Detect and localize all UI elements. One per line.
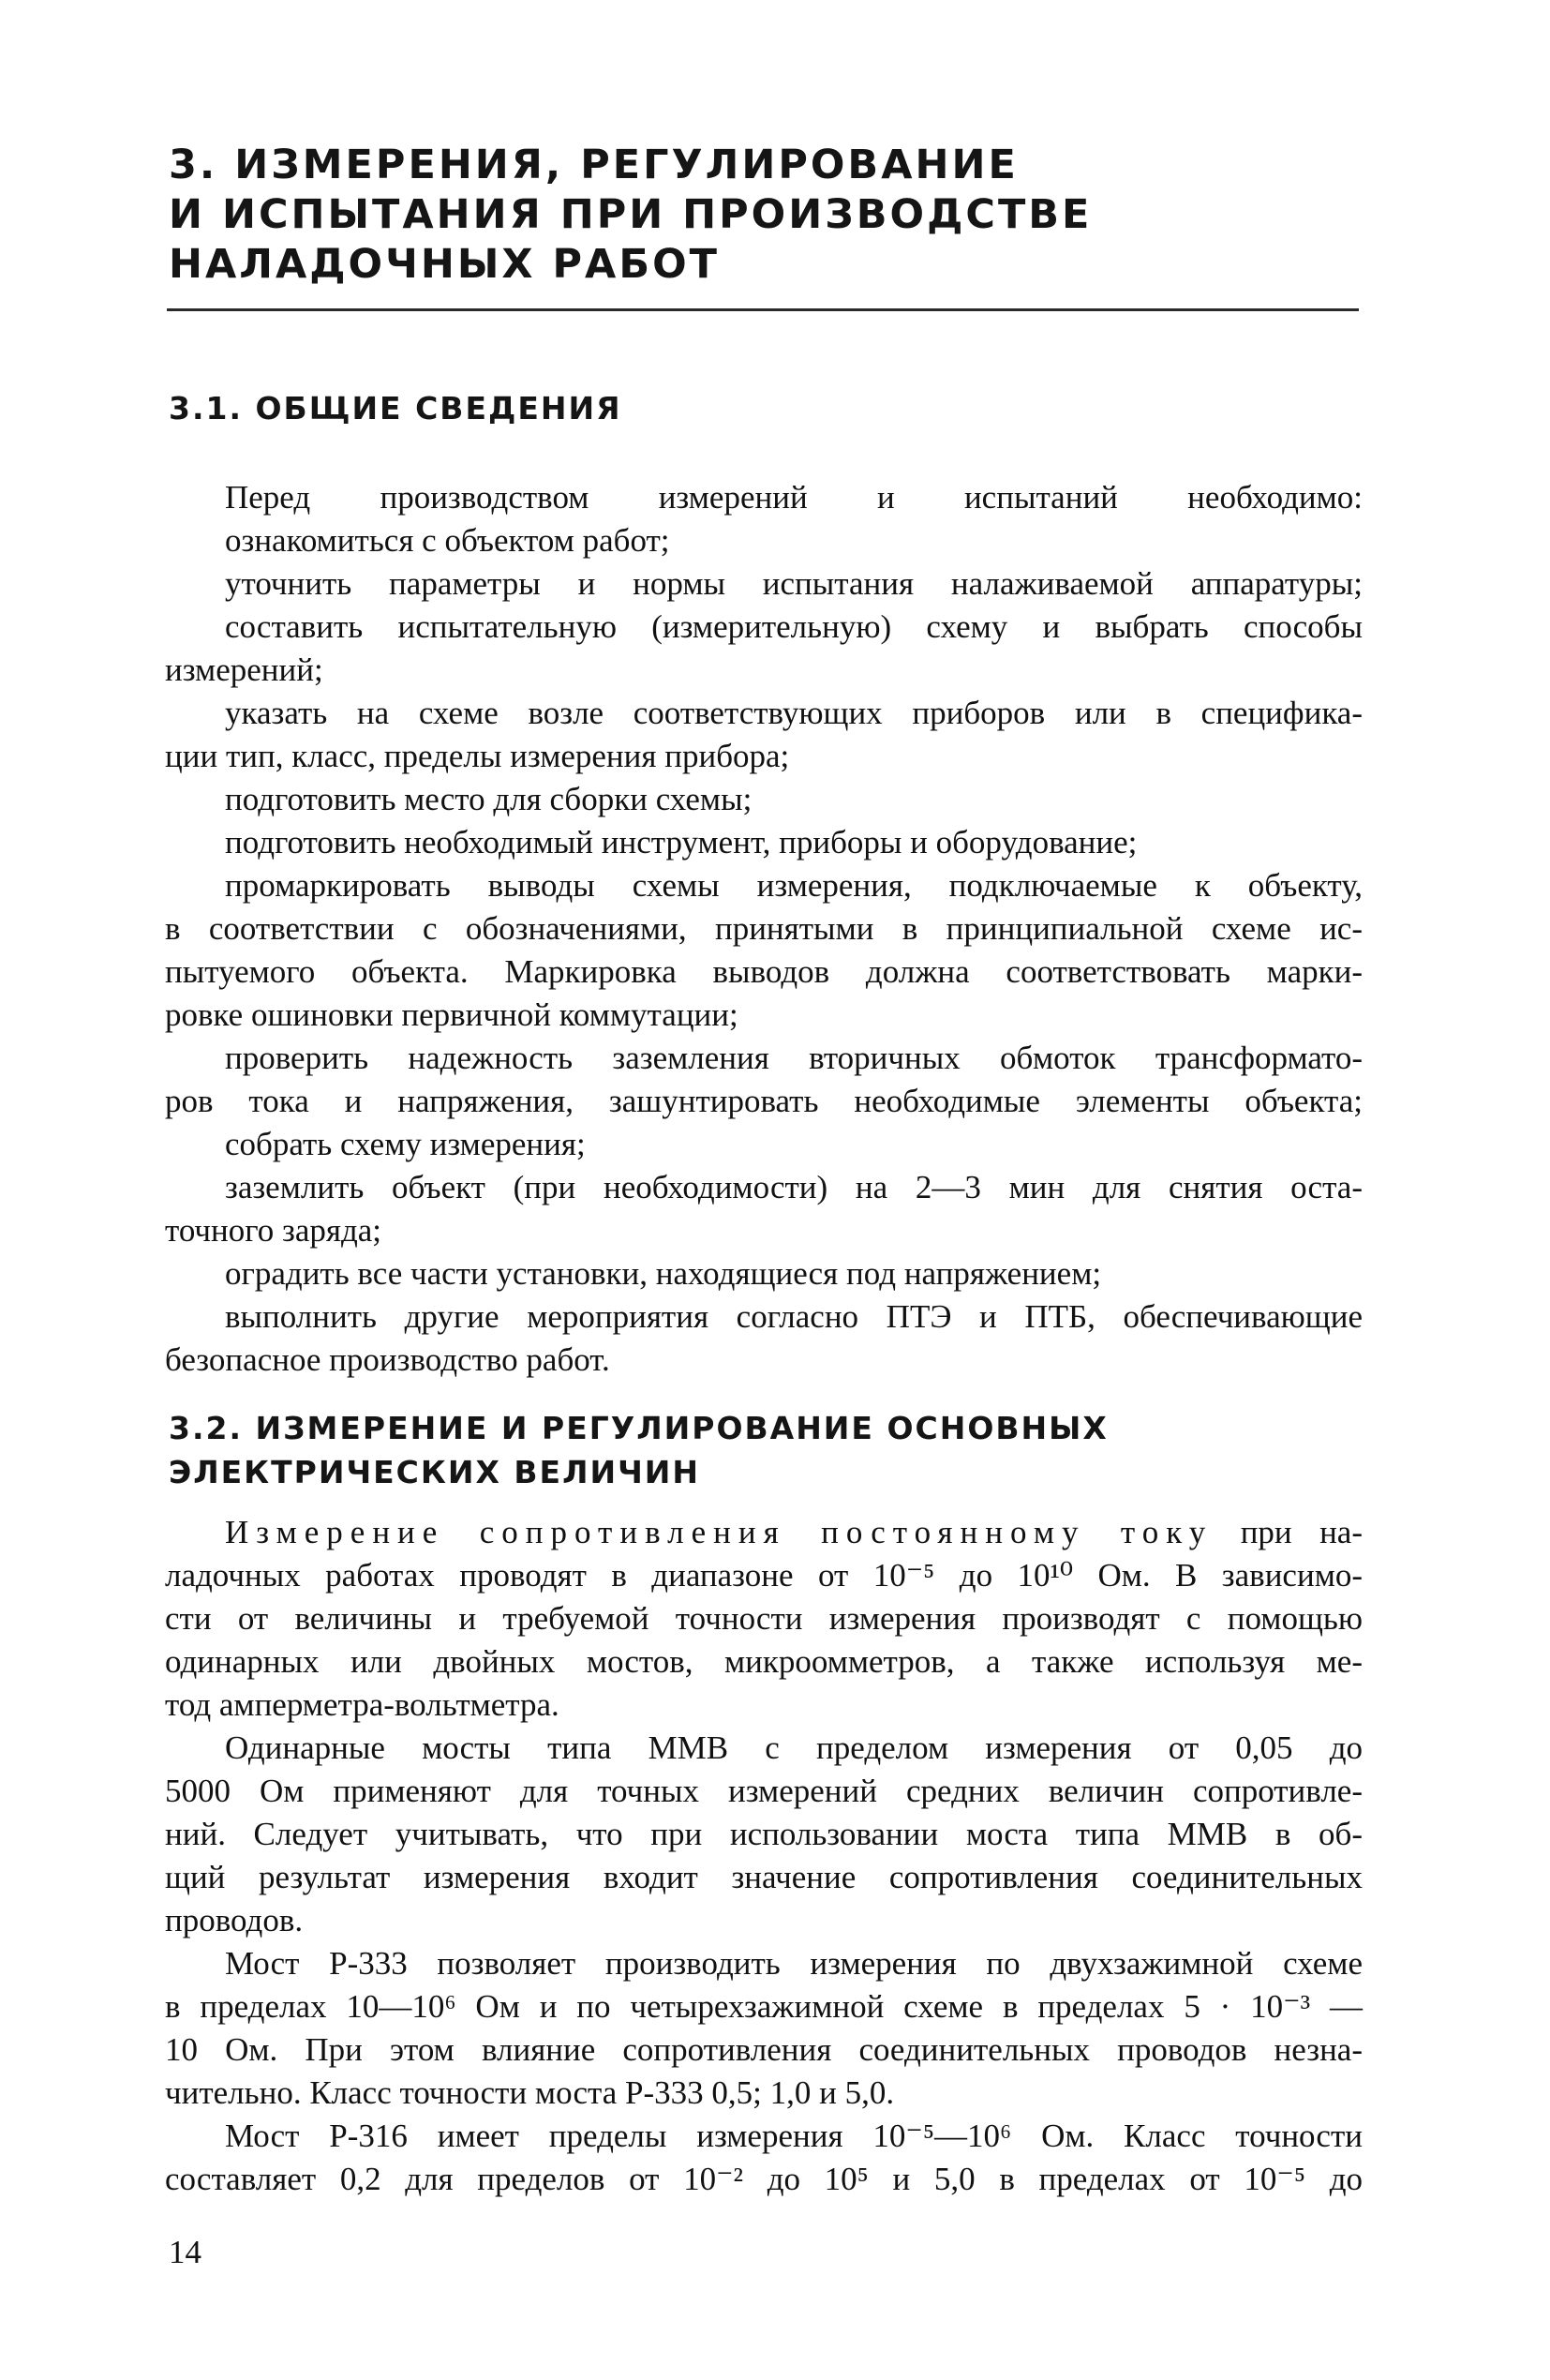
- section-heading-line: ЭЛЕКТРИЧЕСКИХ ВЕЛИЧИН: [169, 1454, 701, 1490]
- text-line: Мост Р-333 позволяет производить измерения по двухзажимной схеме: [225, 1945, 1363, 1982]
- text-line: пытуемого объекта. Маркировка выводов должна соответствовать марки-: [165, 953, 1363, 990]
- text-line: точного заряда;: [165, 1212, 382, 1249]
- chapter-title-line: 3. ИЗМЕРЕНИЯ, РЕГУЛИРОВАНИЕ: [169, 142, 1019, 188]
- text-line: ровке ошиновки первичной коммутации;: [165, 996, 738, 1033]
- title-divider: [167, 308, 1359, 311]
- text-line: безопасное производство работ.: [165, 1341, 610, 1378]
- text-line: тод амперметра-вольтметра.: [165, 1686, 559, 1723]
- text-line: сти от величины и требуемой точности измерения производят с помощью: [165, 1600, 1363, 1637]
- text-line: промаркировать выводы схемы измерения, подключаемые к объекту,: [225, 867, 1363, 904]
- text-line: ладочных работах проводят в диапазоне от 10⁻⁵ до 10¹⁰ Ом. В зависимо-: [165, 1557, 1363, 1594]
- chapter-title: [169, 141, 1368, 290]
- text-line: уточнить параметры и нормы испытания налаживаемой аппаратуры;: [225, 565, 1363, 602]
- text-line: составляет 0,2 для пределов от 10⁻² до 10⁵ и 5,0 в пределах от 10⁻⁵ до: [165, 2161, 1363, 2197]
- text-line: в соответствии с обозначениями, принятыми в принципиальной схеме ис-: [165, 910, 1363, 947]
- text-line: 10 Ом. При этом влияние сопротивления соединительных проводов незна-: [165, 2031, 1363, 2068]
- section-heading-line: 3.1. ОБЩИЕ СВЕДЕНИЯ: [169, 390, 622, 427]
- section-heading-line: 3.2. ИЗМЕРЕНИЕ И РЕГУЛИРОВАНИЕ ОСНОВНЫХ: [169, 1410, 1109, 1446]
- text-line: чительно. Класс точности моста Р-333 0,5; 1,0 и 5,0.: [165, 2074, 895, 2111]
- text-line: измерений;: [165, 651, 323, 688]
- section-heading: [169, 386, 622, 430]
- chapter-title-line: НАЛАДОЧНЫХ РАБОТ: [169, 241, 720, 288]
- text-line: 5000 Ом применяют для точных измерений средних величин сопротивле-: [165, 1773, 1363, 1809]
- text-line: собрать схему измерения;: [225, 1126, 586, 1162]
- text-line: проверить надежность заземления вторичных обмоток трансформато-: [225, 1040, 1363, 1076]
- text-line: ров тока и напряжения, зашунтировать необходимые элементы объекта;: [165, 1083, 1363, 1119]
- text-line: одинарных или двойных мостов, микроомметров, а также используя ме-: [165, 1643, 1363, 1680]
- text-line: заземлить объект (при необходимости) на 2—3 мин для снятия оста-: [225, 1169, 1363, 1205]
- text-line: Одинарные мосты типа ММВ с пределом измерения от 0,05 до: [225, 1729, 1363, 1766]
- text-line: подготовить место для сборки схемы;: [225, 781, 753, 817]
- text-line: проводов.: [165, 1902, 304, 1938]
- text-line: [225, 1511, 1363, 1554]
- text-fragment: при на-: [1240, 1514, 1363, 1550]
- text-line: подготовить необходимый инструмент, приборы и оборудование;: [225, 824, 1138, 861]
- section-heading: [169, 1406, 1109, 1494]
- text-line: выполнить другие мероприятия согласно ПТЭ и ПТБ, обеспечивающие: [225, 1298, 1363, 1335]
- page-number: 14: [169, 2234, 201, 2270]
- text-line: ознакомиться с объектом работ;: [225, 522, 670, 559]
- text-line: составить испытательную (измерительную) схему и выбрать способы: [225, 608, 1363, 645]
- text-line: Мост Р-316 имеет пределы измерения 10⁻⁵—10⁶ Ом. Класс точности: [225, 2118, 1363, 2154]
- chapter-title-line: И ИСПЫТАНИЯ ПРИ ПРОИЗВОДСТВЕ: [169, 191, 1093, 238]
- spaced-term: Измерение сопротивления постоянному току: [225, 1514, 1214, 1550]
- text-line: указать на схеме возле соответствующих приборов или в специфика-: [225, 695, 1363, 731]
- text-line: в пределах 10—10⁶ Ом и по четырехзажимной схеме в пределах 5 · 10⁻³ —: [165, 1988, 1363, 2025]
- text-line: щий результат измерения входит значение сопротивления соединительных: [165, 1859, 1363, 1895]
- text-line: оградить все части установки, находящиеся под напряжением;: [225, 1255, 1102, 1292]
- text-line: Перед производством измерений и испытаний необходимо:: [225, 479, 1363, 516]
- text-line: ний. Следует учитывать, что при использовании моста типа ММВ в об-: [165, 1816, 1363, 1852]
- text-line: ции тип, класс, пределы измерения прибора;: [165, 738, 790, 774]
